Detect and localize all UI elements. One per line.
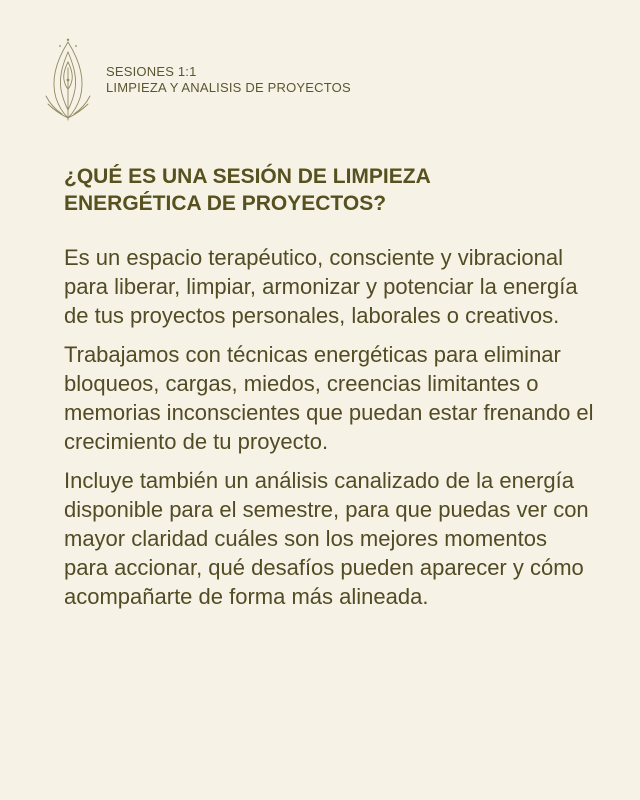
leaf-flame-logo-icon [44, 38, 92, 122]
header-text [106, 64, 351, 96]
body-text [64, 243, 594, 621]
paragraph-3: Incluye también un análisis canalizado de la energía disponible para el semestre, para que puedas ver con mayor claridad cuáles son los mejores momentos para accionar, qué desafíos pueden aparecer y cómo acompañarte de forma más alineada. [64, 468, 589, 609]
header [44, 38, 351, 122]
paragraph-2: Trabajamos con técnicas energéticas para eliminar bloqueos, cargas, miedos, creencias limitantes o memorias inconscientes que puedan estar frenando el crecimiento de tu proyecto. [64, 342, 594, 454]
title-line1: ¿QUÉ ES UNA SESIÓN DE LIMPIEZA [64, 165, 431, 188]
header-subtitle-line2: LIMPIEZA Y ANALISIS DE PROYECTOS [106, 80, 351, 95]
header-subtitle-line1: SESIONES 1:1 [106, 64, 197, 79]
title-line2: ENERGÉTICA DE PROYECTOS? [64, 192, 387, 215]
paragraph-1: Es un espacio terapéutico, consciente y vibracional para liberar, limpiar, armonizar y potenciar la energía de tus proyectos personales, laborales o creativos. [64, 245, 578, 328]
page-title [64, 163, 584, 217]
